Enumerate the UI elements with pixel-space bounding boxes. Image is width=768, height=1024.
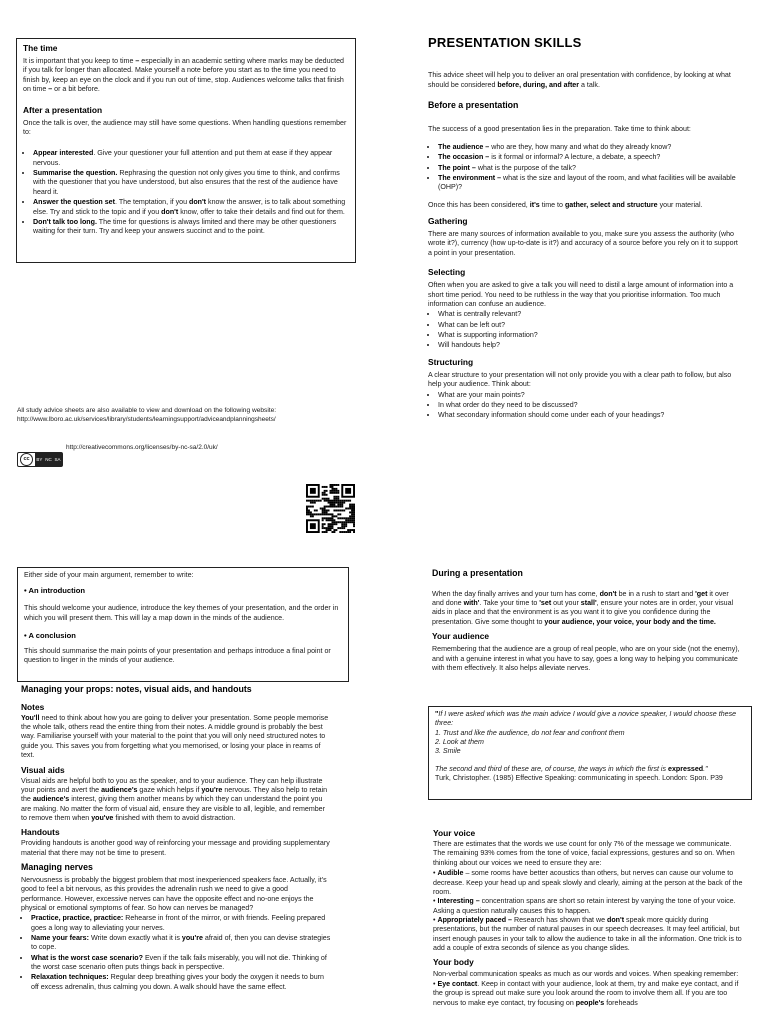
list-item: • What secondary information should come under each of your headings? [438,411,740,420]
quote-item: 2. Look at them [435,738,484,747]
after-intro: Once the talk is over, the audience may still have some questions. When handling questions remember to: [23,118,347,136]
time-text: It is important that you keep to time – especially in an academic setting where marks may be deducted if you talk for longer than allocated. Make yourself a note before you start as to the time you need to finish by, keep an eye on the clock and if you run out of time, stop. Audiences welcome talks that finish on time – or a bit before. [23,57,344,94]
list-item: • In what order do they need to be discussed? [438,401,740,410]
visual-aids-heading: Visual aids [21,764,65,775]
voice-item: • Interesting – concentration spans are short so retain interest by varying the tone of your voice. Asking a question naturally causes this to happen. [433,897,736,915]
after-heading: After a presentation [23,104,103,115]
selecting-list [428,310,740,350]
bottom-right-panel [432,568,742,677]
after-list [23,149,349,236]
nerves-heading: Managing nerves [21,862,93,873]
list-item: • Answer the question set. The temptation, if you don't know the answer, is to talk about something else. Try and stick to the topic and if you don't know, offer to take their details and find out for them. [33,198,349,217]
before-after-text: Once this has been considered, it's time to gather, select and structure your material. [428,200,703,209]
conclusion-text: This should summarise the main points of your presentation and perhaps introduce a final point or question to linger in the minds of your audience. [24,647,331,665]
nerves-list [21,914,331,992]
structuring-text: A clear structure to your presentation will not only provide you with a clear path to follow, but also help your audience. Think about: [428,370,732,389]
list-item: • Name your fears: Write down exactly what it is you're afraid of, then you can devise strategies to cope. [31,934,331,953]
props-heading: Managing your props: notes, visual aids, and handouts [21,684,252,694]
voice-item: • Audible – some rooms have better acoustics than others, but nerves can cause our volume to decrease. Keep your head up and speak slowly and clearly, aiming at the person at the back of the room. [433,869,743,896]
body-text: Non-verbal communication speaks as much as our words and voices. When speaking remember: [433,969,739,978]
quote-box [428,706,752,800]
cc-nc-label: NC [45,456,52,462]
cc-sa-label: SA [54,456,61,462]
argument-box [17,567,349,682]
before-heading: Before a presentation [428,99,519,110]
quote-citation: Turk, Christopher. (1985) Effective Speaking: communicating in speech. London: Spon. P39 [435,774,723,783]
qr-code-icon [306,484,355,533]
audience-text: Remembering that the audience are a group of real people, who are on your side (not the enemy), and with a genuine interest in what you have to say, goes a long way to helping you communicate with them effectively. It also helps alleviate nerves. [432,645,740,672]
license-url[interactable]: http://creativecommons.org/licenses/by-nc-sa/2.0/uk/ [66,444,218,451]
voice-body-panel [433,828,743,1008]
introduction-text: This should welcome your audience, introduce the key themes of your presentation, and the order in which you will present them. This will lay a map down in the minds of the audience. [24,604,339,622]
list-item: • What is centrally relevant? [438,310,740,319]
quote-second: The second and third of these are, of course, the ways in which the first is expressed." [435,764,708,773]
list-item: • What is the worst case scenario? Even if the talk fails miserably, you will not die. Thinking of the worst case scenario often puts things back in perspective. [31,954,331,973]
list-item: • The environment – what is the size and layout of the room, and what facilities will be available (OHP)? [438,174,740,193]
body-item: • Eye contact. Keep in contact with your audience, look at them, try and make eye contact, and if the group is spread out make sure you look around the room to involve them all. If you are too nervous to make eye contact, try focusing on people's foreheads [433,979,739,1007]
voice-item: • Appropriately paced – Research has shown that we don't speak more quickly during presentations, but the number of natural pauses in our speech decreases. It may feel artificial, but insert enough pauses in your talk to allow the audience to take in all the information. One trick is to add a couple of extra seconds of silence as you change slides. [433,915,742,953]
footer [17,407,357,428]
bottom-left-panel [21,684,331,996]
website-note: All study advice sheets are also available to view and download on the following website: [17,407,277,414]
introduction-heading: • An introduction [24,586,86,596]
quote-item: 1. Trust and like the audience, do not fear and confront them [435,728,625,737]
body-heading: Your body [433,957,474,968]
nerves-text: Nervousness is probably the biggest problem that most inexperienced speakers face. Actually, it's good to feel a bit nervous, as this provides the adrenalin rush we need to give a good performance. However, excessive nerves can have the opposite effect and no-one enjoys the physical or emotional symptoms of fear. So how can nerves be managed? [21,875,327,912]
handouts-text: Providing handouts is another good way of reinforcing your message and providing supplementary material that there may not be time to present. [21,839,330,857]
list-item: • The occasion – is it formal or informal? A lecture, a debate, a speech? [438,153,740,162]
visual-aids-text: Visual aids are helpful both to you as the speaker, and to your audience. They can help illustrate your points and avert the audience's gaze which helps if you're nervous. They also help to retain the audience's interest, giving them another means by which they can understand the point you are making. No matter the form of visual aid, ensure they are visible to all, legible, and remember to remove them when you've finished with them to avoid distraction. [21,776,328,823]
top-right-panel [428,34,740,425]
notes-text: You'll need to think about how you are going to deliver your presentation. Some people memorise the whole talk, others read the entire thing from their notes. A middle ground is probably the best way. Familiarise yourself with your material to the point that you will only need structured notes to guide you. This saves you from forgetting what you memorised, or losing your place in reams of text. [21,713,329,760]
before-list [428,143,740,193]
selecting-text: Often when you are asked to give a talk you will need to distil a large amount of information into a short time period. You need to be ruthless in the way that you prioritise information. Too much information can confuse an audience. [428,281,734,308]
audience-heading: Your audience [432,631,490,642]
notes-heading: Notes [21,701,45,712]
intro-text: This advice sheet will help you to deliver an oral presentation with confidence, by looking at what should be considered before, during, and after a talk. [428,71,731,89]
voice-heading: Your voice [433,828,476,838]
website-url[interactable]: http://www.lboro.ac.uk/services/library/students/learningsupport/adviceandplanningsheets/ [17,415,276,423]
cc-icon: cc [20,453,33,466]
list-item: • What can be left out? [438,321,740,330]
structuring-list [428,391,740,421]
cc-by-label: BY [36,456,43,462]
time-and-after-box [16,38,356,263]
before-intro: The success of a good presentation lies in the preparation. Take time to think about: [428,125,691,134]
list-item: • Will handouts help? [438,341,740,350]
list-item: • What is supporting information? [438,331,740,340]
quote-lead: "If I were asked which was the main advice I would give a novice speaker, I would choose these three: [435,710,737,728]
voice-text: There are estimates that the words we use count for only 7% of the message we communicate. The remaining 93% comes from the tone of voice, facial expressions, gestures and so on. When thinking about our voices we need to ensure they are: [433,840,735,867]
list-item: • Don't talk too long. The time for questions is always limited and there may be other questioners waiting for their turn. Try and keep your answers succinct and to the point. [33,218,349,237]
document-title: PRESENTATION SKILLS [428,35,582,50]
list-item: • Summarise the question. Rephrasing the question not only gives you time to think, and confirms with the questioner that you have understood, but also ensures that the rest of the audience have heard it. [33,169,349,197]
list-item: • Appear interested. Give your questioner your full attention and put them at ease if they appear nervous. [33,149,349,168]
during-text: When the day finally arrives and your turn has come, don't be in a rush to start and 'get it over and done with'. Take your time to 'set out your stall', ensure your notes are in order, your visual aids in place and that the environment is as you want it to give you confidence during the presentation. Give some thought to your audience, your voice, your body and the time. [432,589,734,626]
list-item: • The audience – who are they, how many and what do they already know? [438,143,740,152]
list-item: • The point – what is the purpose of the talk? [438,164,740,173]
creative-commons-badge [17,452,63,467]
argument-lead: Either side of your main argument, remember to write: [24,571,194,579]
selecting-heading: Selecting [428,267,466,278]
gathering-text: There are many sources of information available to you, make sure you assess the authority (who wrote it?), currency (how up-to-date is it?) and accuracy of a source before you rely on it to support a point in your presentation. [428,230,738,257]
time-heading: The time [23,43,58,53]
quote-item: 3. Smile [435,747,461,756]
list-item: • Relaxation techniques: Regular deep breathing gives your body the oxygen it needs to burn off excess adrenalin, thus calming you down. A walk should have the same effect. [31,973,331,992]
gathering-heading: Gathering [428,216,468,226]
structuring-heading: Structuring [428,356,474,367]
list-item: • Practice, practice, practice: Rehearse in front of the mirror, or with friends. Feeling prepared goes a long way to alleviating your nerves. [31,914,331,933]
list-item: • What are your main points? [438,391,740,400]
handouts-heading: Handouts [21,827,60,838]
conclusion-heading: • A conclusion [24,631,76,641]
during-heading: During a presentation [432,568,523,578]
